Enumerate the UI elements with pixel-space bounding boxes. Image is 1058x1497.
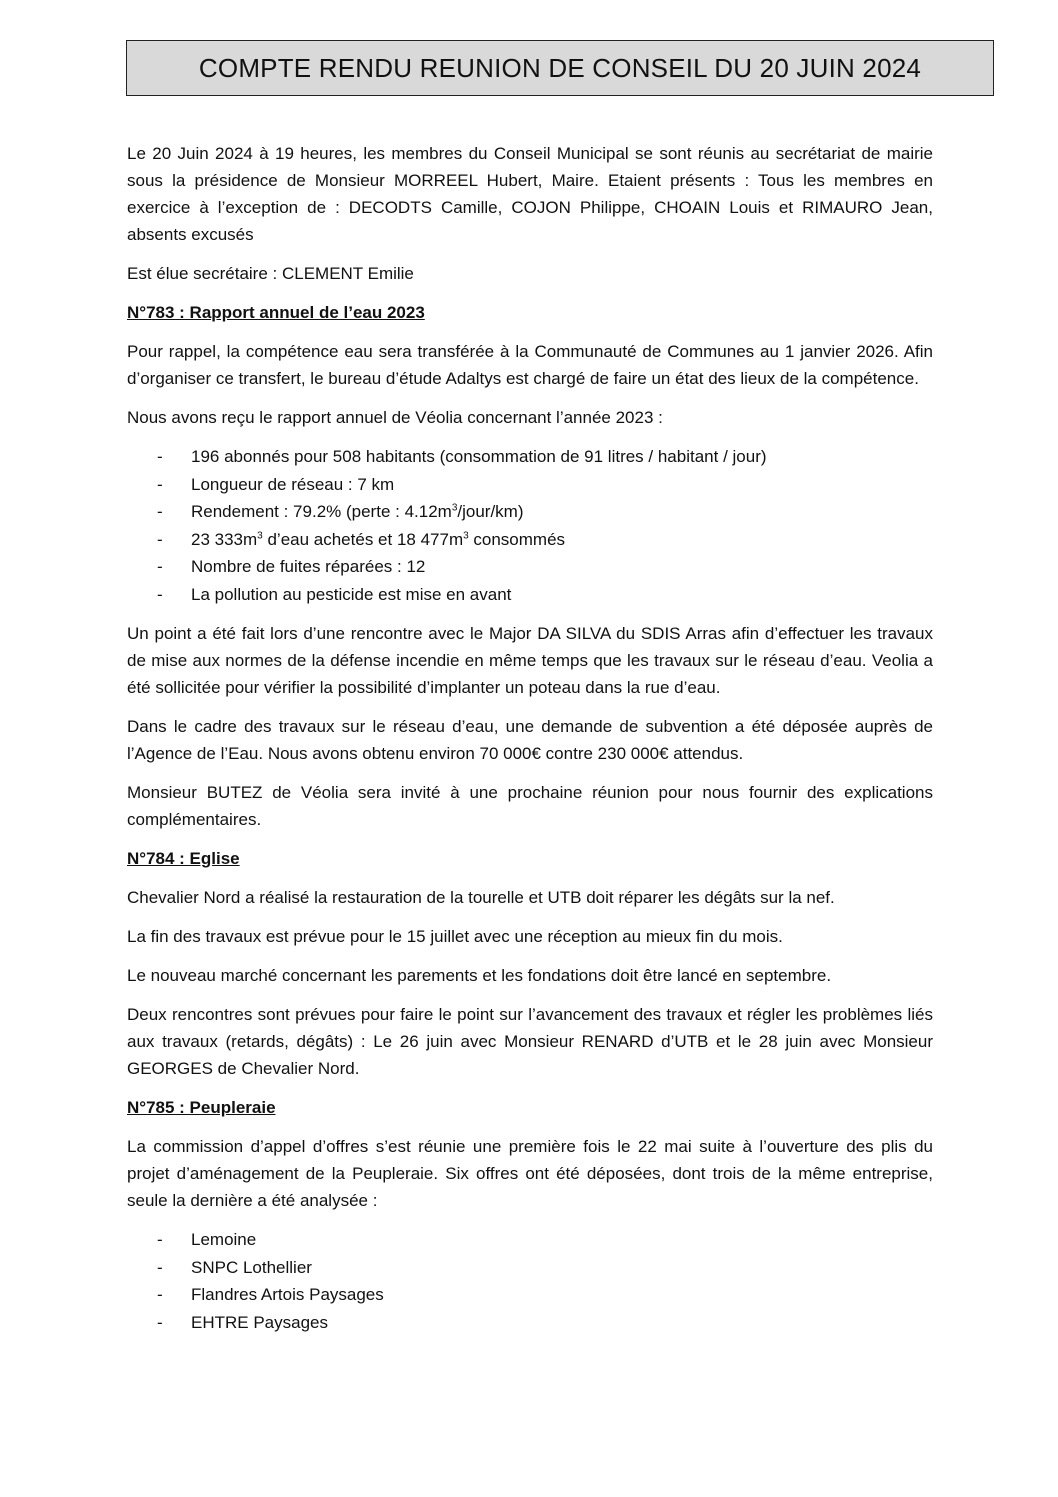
list-item-text: Flandres Artois Paysages [191, 1285, 384, 1304]
list-item-text-start: Rendement : 79.2% (perte : 4.12m [191, 502, 452, 521]
list-item-text: 196 abonnés pour 508 habitants (consommation de 91 litres / habitant / jour) [191, 447, 767, 466]
list-item-text-end: /jour/km) [457, 502, 524, 521]
list-item-text: EHTRE Paysages [191, 1312, 328, 1332]
list-item-text: Lemoine [191, 1230, 257, 1249]
section-783-paragraph-1: Pour rappel, la compétence eau sera transférée à la Communauté de Communes au 1 janvier 2026. Afin d’organiser ce transfert, le bureau d’étude Adaltys est chargé de faire un état des lieux de la compétence. [127, 342, 933, 388]
section-heading-785: N°785 : Peupleraie [127, 1098, 276, 1117]
dash-bullet: - [157, 557, 163, 576]
dash-bullet: - [157, 529, 163, 549]
water-report-list [127, 443, 933, 608]
section-783-paragraph-4: Dans le cadre des travaux sur le réseau d’eau, une demande de subvention a été déposée auprès de l’Agence de l’Eau. Nous avons obtenu environ 70 000€ contre 230 000€ attendus. [127, 717, 933, 763]
section-heading-784: N°784 : Eglise [127, 849, 240, 868]
section-783-paragraph-2: Nous avons reçu le rapport annuel de Véolia concernant l’année 2023 : [127, 408, 663, 427]
list-item [127, 1254, 933, 1282]
list-item [127, 498, 933, 526]
list-item [127, 581, 933, 609]
list-item-text: Longueur de réseau : 7 km [191, 474, 395, 494]
dash-bullet: - [157, 1312, 163, 1332]
list-item-text-middle: d’eau achetés et 18 477m [262, 529, 464, 549]
list-item-text: SNPC Lothellier [191, 1257, 312, 1277]
dash-bullet: - [157, 502, 163, 521]
dash-bullet: - [157, 1257, 163, 1277]
section-heading-783: N°783 : Rapport annuel de l’eau 2023 [127, 303, 425, 322]
dash-bullet: - [157, 584, 163, 604]
dash-bullet: - [157, 447, 163, 466]
section-785-paragraph-1: La commission d’appel d’offres s’est réunie une première fois le 22 mai suite à l’ouverture des plis du projet d’aménagement de la Peupleraie. Six offres ont été déposées, dont trois de la même entreprise, seule la dernière a été analysée : [127, 1137, 933, 1210]
secretary-line: Est élue secrétaire : CLEMENT Emilie [127, 264, 414, 283]
list-item [127, 1281, 933, 1309]
section-784-paragraph-1: Chevalier Nord a réalisé la restauration de la tourelle et UTB doit réparer les dégâts sur la nef. [127, 888, 835, 907]
dash-bullet: - [157, 474, 163, 494]
title-banner [126, 40, 994, 96]
list-item [127, 526, 933, 554]
superscript: 3 [463, 529, 469, 541]
superscript: 3 [451, 502, 458, 514]
section-783-paragraph-3: Un point a été fait lors d’une rencontre avec le Major DA SILVA du SDIS Arras afin d’effectuer les travaux de mise aux normes de la défense incendie en même temps que les travaux sur le réseau d’eau. Veolia a été sollicitée pour vérifier la possibilité d’implanter un poteau dans la rue d’eau. [127, 624, 933, 697]
section-784-paragraph-2: La fin des travaux est prévue pour le 15 juillet avec une réception au mieux fin du mois. [127, 927, 783, 946]
list-item-text-end: consommés [468, 529, 566, 549]
section-783-paragraph-5: Monsieur BUTEZ de Véolia sera invité à une prochaine réunion pour nous fournir des explications complémentaires. [127, 783, 933, 829]
document-title: COMPTE RENDU REUNION DE CONSEIL DU 20 JUIN 2024 [198, 52, 922, 83]
list-item-text: La pollution au pesticide est mise en avant [191, 584, 512, 604]
intro-paragraph: Le 20 Juin 2024 à 19 heures, les membres du Conseil Municipal se sont réunis au secrétariat de mairie sous la présidence de Monsieur MORREEL Hubert, Maire. Etaient présents : Tous les membres en exercice à l’exception de : DECODTS Camille, COJON Philippe, CHOAIN Louis et RIMAURO Jean, absents excusés [127, 144, 933, 244]
dash-bullet: - [157, 1285, 163, 1304]
dash-bullet: - [157, 1230, 163, 1249]
list-item-text: Nombre de fuites réparées : 12 [191, 557, 426, 576]
document-body [127, 140, 933, 1348]
list-item [127, 443, 933, 471]
list-item-text-start: 23 333m [191, 529, 258, 549]
company-list [127, 1226, 933, 1336]
list-item [127, 553, 933, 581]
list-item [127, 1226, 933, 1254]
list-item [127, 471, 933, 499]
superscript: 3 [257, 529, 263, 541]
section-784-paragraph-3: Le nouveau marché concernant les parements et les fondations doit être lancé en septembre. [127, 966, 832, 985]
section-784-paragraph-4: Deux rencontres sont prévues pour faire le point sur l’avancement des travaux et régler les problèmes liés aux travaux (retards, dégâts) : Le 26 juin avec Monsieur RENARD d’UTB et le 28 juin avec Monsieur GEORGES de Chevalier Nord. [127, 1005, 933, 1078]
list-item [127, 1309, 933, 1337]
